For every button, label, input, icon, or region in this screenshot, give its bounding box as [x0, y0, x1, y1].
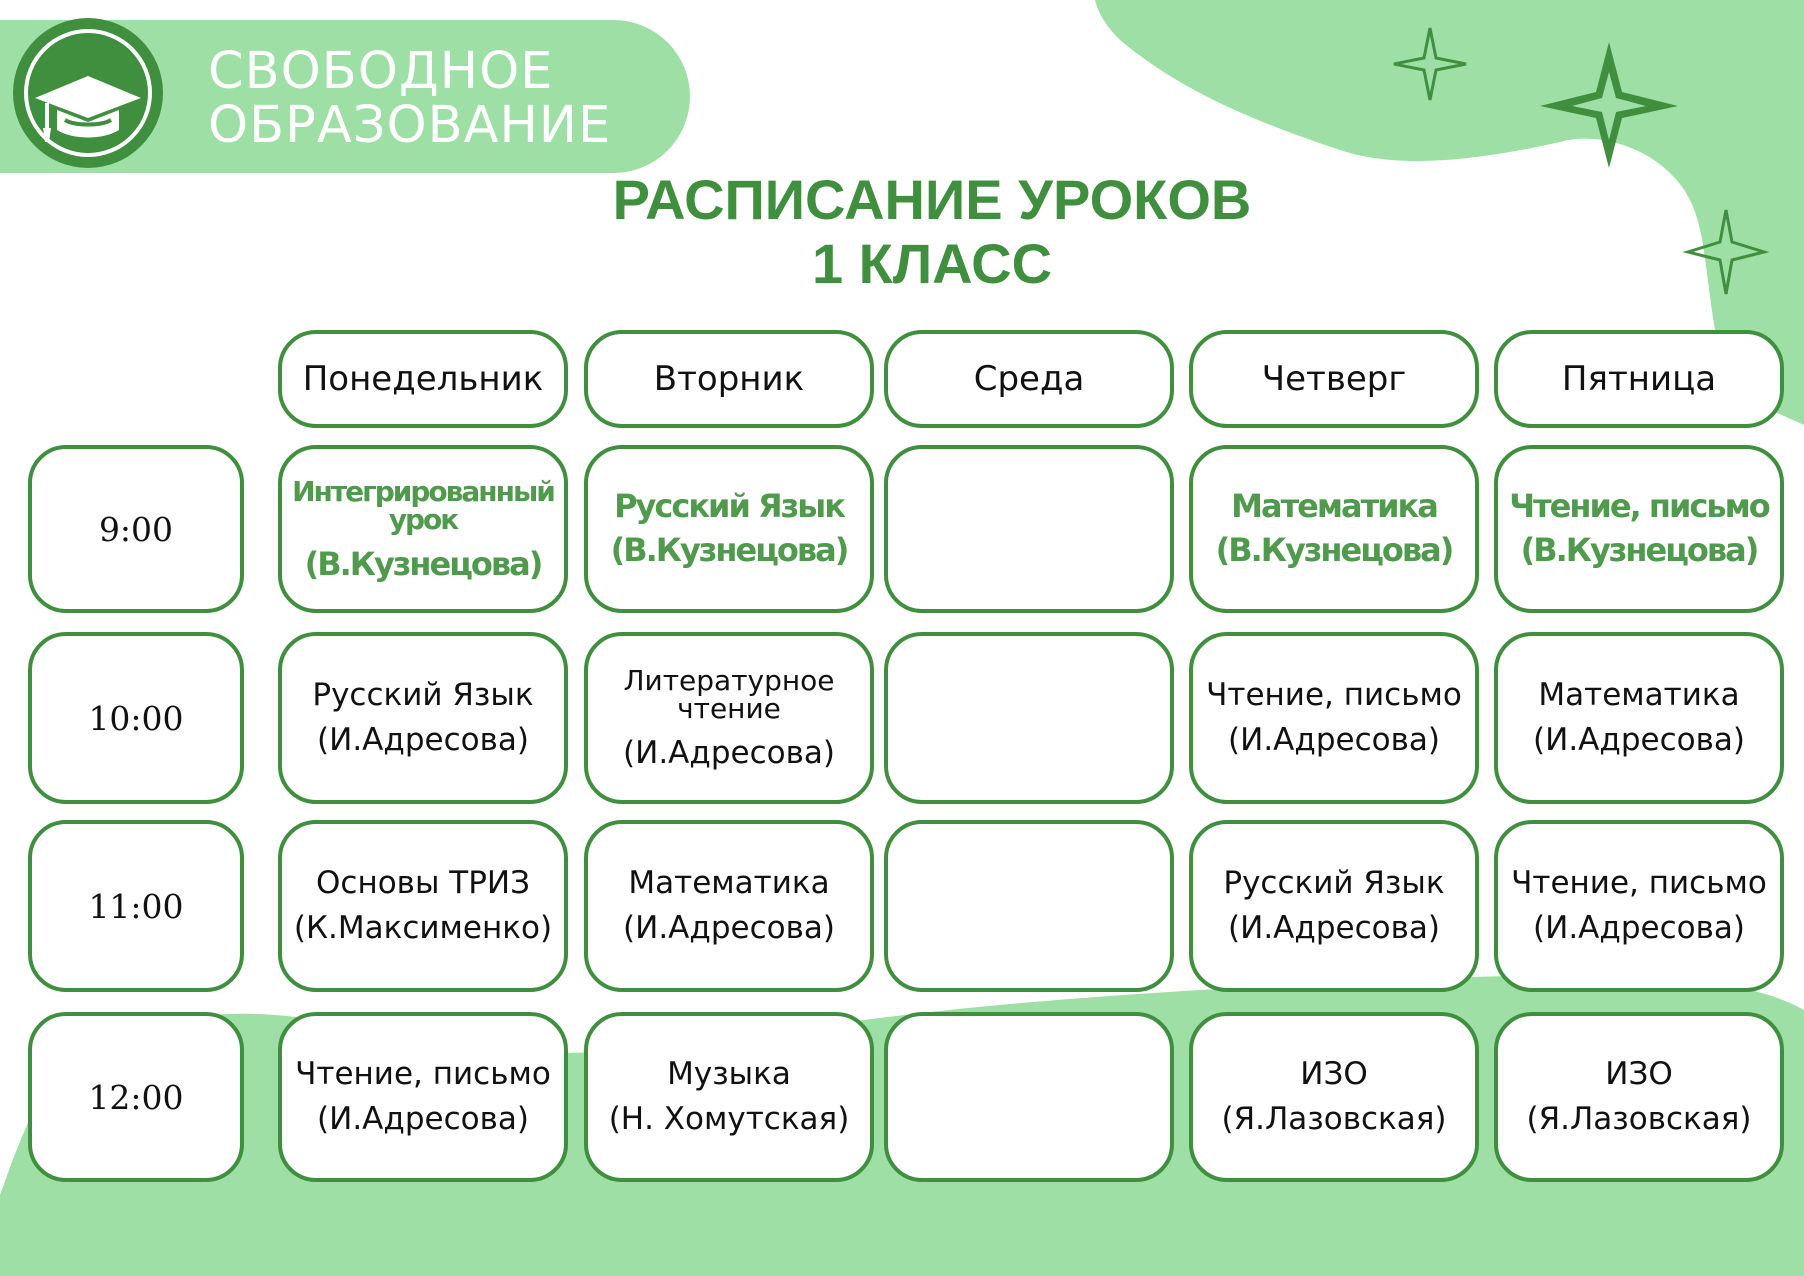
lesson-cell — [278, 820, 568, 992]
lesson-cell — [584, 632, 874, 804]
lesson-teacher: (И.Адресова) — [317, 1101, 529, 1137]
lesson-subject: Математика — [1231, 487, 1437, 525]
lesson-cell — [1494, 1012, 1784, 1182]
day-header: Понедельник — [278, 330, 568, 428]
title-line-2: 1 КЛАСС — [811, 232, 1053, 295]
day-header: Среда — [884, 330, 1174, 428]
empty-lesson-cell — [884, 1012, 1174, 1182]
time-slot: 12:00 — [28, 1012, 244, 1182]
lesson-cell — [1189, 820, 1479, 992]
logo — [13, 18, 163, 168]
brand-line-2: ОБРАЗОВАНИЕ — [208, 96, 612, 155]
lesson-teacher: (Я.Лазовская) — [1221, 1101, 1447, 1137]
lesson-teacher: (К.Максименко) — [293, 910, 553, 946]
lesson-teacher: (И.Адресова) — [1533, 910, 1745, 946]
lesson-subject: Русский Язык — [312, 677, 534, 713]
lesson-subject: ИЗО — [1300, 1056, 1368, 1092]
lesson-cell — [278, 445, 568, 613]
lesson-cell — [584, 1012, 874, 1182]
lesson-cell — [278, 1012, 568, 1182]
lesson-cell — [1494, 445, 1784, 613]
lesson-cell — [1189, 632, 1479, 804]
lesson-cell — [584, 445, 874, 613]
lesson-teacher: (Я.Лазовская) — [1526, 1101, 1752, 1137]
lesson-teacher: (И.Адресова) — [1228, 910, 1440, 946]
lesson-cell — [1494, 632, 1784, 804]
graduation-cap-icon — [13, 18, 163, 168]
lesson-subject: Чтение, письмо — [1206, 677, 1462, 713]
lesson-subject: Математика — [628, 865, 830, 901]
empty-lesson-cell — [884, 445, 1174, 613]
lesson-teacher: (В.Кузнецова) — [1520, 531, 1758, 569]
empty-lesson-cell — [884, 820, 1174, 992]
day-header: Пятница — [1494, 330, 1784, 428]
lesson-teacher: (И.Адресова) — [1533, 722, 1745, 758]
time-slot: 11:00 — [28, 820, 244, 992]
lesson-teacher: (Н. Хомутская) — [608, 1101, 850, 1137]
lesson-subject: Русский Язык — [1223, 865, 1445, 901]
lesson-teacher: (В.Кузнецова) — [610, 531, 848, 569]
lesson-subject: Русский Язык — [614, 487, 844, 525]
lesson-subject: Основы ТРИЗ — [316, 865, 530, 901]
lesson-subject: Музыка — [667, 1056, 791, 1092]
lesson-subject: Чтение, письмо — [1509, 487, 1769, 525]
lesson-cell — [584, 820, 874, 992]
day-header: Вторник — [584, 330, 874, 428]
time-slot: 10:00 — [28, 632, 244, 804]
title-line-1: РАСПИСАНИЕ УРОКОВ — [612, 168, 1252, 231]
brand-line-1: СВОБОДНОЕ — [208, 42, 554, 101]
lesson-teacher: (И.Адресова) — [623, 735, 835, 771]
lesson-teacher: (В.Кузнецова) — [304, 545, 542, 583]
lesson-teacher: (В.Кузнецова) — [1215, 531, 1453, 569]
lesson-subject: Чтение, письмо — [1511, 865, 1767, 901]
lesson-cell — [1189, 1012, 1479, 1182]
lesson-cell — [1494, 820, 1784, 992]
lesson-subject: Литературное чтение — [623, 664, 835, 725]
lesson-teacher: (И.Адресова) — [317, 722, 529, 758]
lesson-teacher: (И.Адресова) — [1228, 722, 1440, 758]
lesson-subject: Интегрированный урок — [292, 475, 554, 536]
lesson-subject: ИЗО — [1605, 1056, 1673, 1092]
lesson-teacher: (И.Адресова) — [623, 910, 835, 946]
time-slot: 9:00 — [28, 445, 244, 613]
lesson-subject: Математика — [1538, 677, 1740, 713]
lesson-subject: Чтение, письмо — [295, 1056, 551, 1092]
lesson-cell — [278, 632, 568, 804]
brand-name — [208, 42, 612, 155]
empty-lesson-cell — [884, 632, 1174, 804]
page-title — [0, 168, 1804, 296]
lesson-cell — [1189, 445, 1479, 613]
day-header: Четверг — [1189, 330, 1479, 428]
